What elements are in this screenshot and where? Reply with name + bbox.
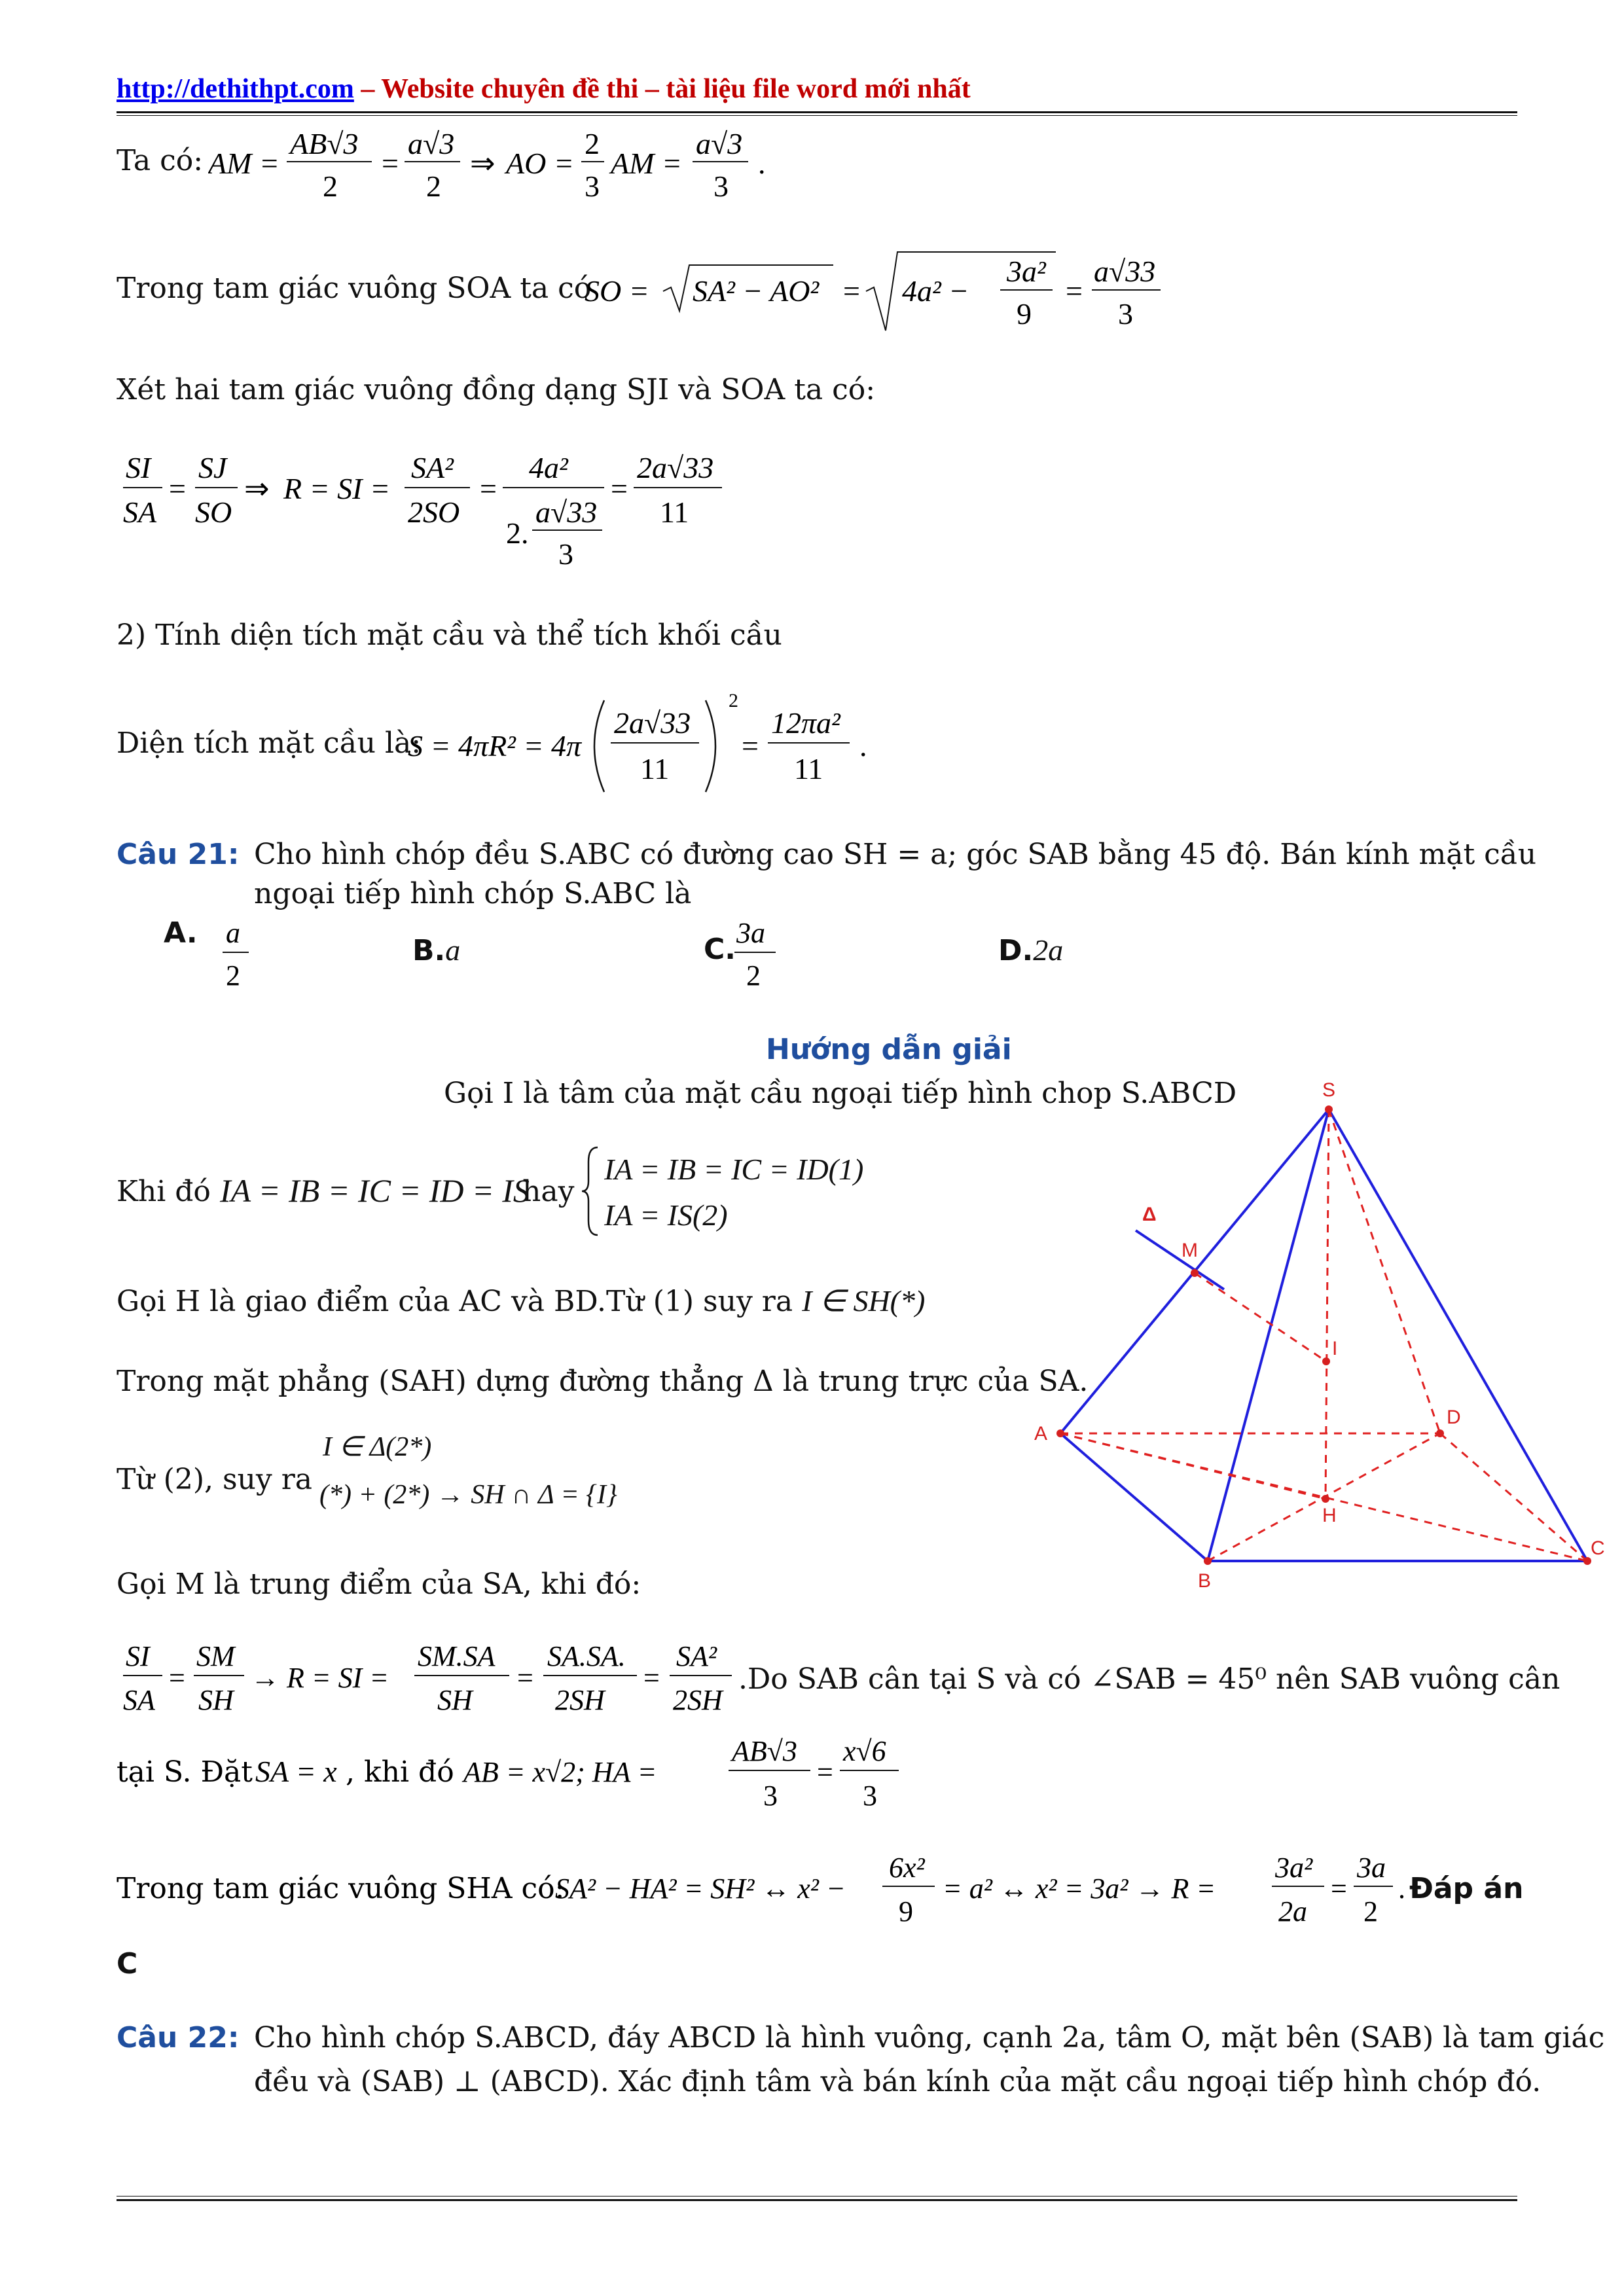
svg-text:2SH: 2SH xyxy=(555,1684,605,1716)
formula-area-svg xyxy=(408,687,1049,798)
edge-sc xyxy=(1329,1109,1587,1561)
option-b-value: a xyxy=(445,933,461,967)
option-a[interactable] xyxy=(164,916,240,992)
question-21-text-line1: Cho hình chóp đều S.ABC có đường cao SH = a; góc SAB bằng 45 độ. Bán kính mặt cầu xyxy=(254,838,1537,871)
svg-text:SA: SA xyxy=(123,1684,155,1716)
line-tai-svg xyxy=(117,1734,902,1820)
brace xyxy=(578,1142,604,1240)
svg-text:SO: SO xyxy=(195,495,232,529)
svg-text:.: . xyxy=(1398,1873,1405,1905)
label-m: M xyxy=(1182,1240,1198,1261)
point-b xyxy=(1204,1557,1212,1565)
header-link[interactable]: http://dethithpt.com xyxy=(117,74,354,104)
svg-text:2SO: 2SO xyxy=(408,495,460,529)
line-h-label: Gọi H là giao điểm của AC và BD.Từ (1) suy ra xyxy=(117,1285,793,1318)
formula-am-svg xyxy=(208,128,928,213)
point-m xyxy=(1191,1269,1199,1277)
svg-text:=: = xyxy=(169,472,186,505)
svg-text:=: = xyxy=(843,274,860,308)
guide-title: Hướng dẫn giải xyxy=(766,1033,1012,1066)
line-delta xyxy=(1136,1230,1224,1289)
svg-text:AO =: AO = xyxy=(506,147,574,180)
svg-text:SA²: SA² xyxy=(411,451,454,484)
line-h-math: I ∈ SH(*) xyxy=(802,1284,926,1318)
svg-text:4a²: 4a² xyxy=(529,451,568,484)
svg-text:.: . xyxy=(758,147,766,180)
svg-text:SA² − AO²: SA² − AO² xyxy=(693,274,820,308)
svg-text:AB√3: AB√3 xyxy=(732,1735,797,1767)
svg-text:3a: 3a xyxy=(736,917,765,949)
label-i: I xyxy=(1332,1338,1338,1359)
formula-r-svg xyxy=(117,445,771,589)
option-a-key: A. xyxy=(164,916,198,950)
svg-text:AM =: AM = xyxy=(611,147,682,180)
svg-text:a√33: a√33 xyxy=(1094,255,1156,288)
svg-text:2: 2 xyxy=(323,170,338,203)
question-22-text-line2: đều và (SAB) ⊥ (ABCD). Xác định tâm và bán kính của mặt cầu ngoại tiếp hình chóp đó. xyxy=(254,2065,1542,2098)
svg-text:11: 11 xyxy=(794,752,823,785)
point-d xyxy=(1436,1429,1444,1437)
ratio-tail: .Do SAB cân tại S và có ∠SAB = 45⁰ nên SAB vuông cân xyxy=(738,1662,1561,1696)
svg-text:2a: 2a xyxy=(1278,1895,1307,1928)
edge-sb xyxy=(1208,1109,1329,1561)
point-a xyxy=(1056,1429,1064,1437)
svg-text:9: 9 xyxy=(899,1895,913,1928)
point-i xyxy=(1322,1357,1330,1365)
pyramid-figure xyxy=(1021,1073,1610,1597)
footer-rule-thin xyxy=(117,2196,1517,2197)
ta-co-label: Ta có: xyxy=(117,144,204,177)
svg-text:9: 9 xyxy=(1017,297,1032,331)
svg-text:S = 4πR² = 4π: S = 4πR² = 4π xyxy=(408,729,582,762)
svg-text:3a²: 3a² xyxy=(1275,1852,1313,1884)
khido-label: Khi đó xyxy=(117,1175,211,1208)
svg-text:3a: 3a xyxy=(1357,1852,1386,1884)
svg-text:3: 3 xyxy=(713,170,729,203)
svg-text:R = SI =: R = SI = xyxy=(283,472,390,505)
svg-text:SA²: SA² xyxy=(676,1640,717,1672)
ratio-svg xyxy=(117,1636,745,1721)
option-c-key: C. xyxy=(704,933,736,966)
svg-text:.: . xyxy=(859,729,867,762)
svg-text:=: = xyxy=(817,1756,833,1788)
svg-text:a: a xyxy=(226,917,240,949)
svg-text:11: 11 xyxy=(640,752,670,785)
svg-text:SA² − HA² = SH² ↔ x² −: SA² − HA² = SH² ↔ x² − xyxy=(555,1873,846,1905)
label-b: B xyxy=(1198,1570,1212,1592)
line-sha-svg xyxy=(117,1846,1524,1937)
svg-text:=: = xyxy=(1331,1873,1347,1905)
svg-text:SH: SH xyxy=(198,1684,234,1716)
svg-text:SA = x: SA = x xyxy=(255,1755,337,1788)
svg-text:2a√33: 2a√33 xyxy=(614,706,691,740)
svg-text:3: 3 xyxy=(1118,297,1133,331)
segment-ah xyxy=(1060,1433,1326,1499)
point-h xyxy=(1322,1495,1329,1503)
footer-rule xyxy=(117,2199,1517,2201)
guide-line-1: Gọi I là tâm của mặt cầu ngoại tiếp hình chop S.ABCD xyxy=(444,1077,1237,1110)
svg-text:AM =: AM = xyxy=(208,147,280,180)
section-2-title: 2) Tính diện tích mặt cầu và thể tích khối cầu xyxy=(117,619,782,652)
svg-text:2: 2 xyxy=(585,128,600,160)
svg-text:=: = xyxy=(643,1662,660,1694)
svg-text:2: 2 xyxy=(426,170,441,203)
system-eq-2: IA = IS(2) xyxy=(604,1198,728,1232)
svg-text:a√3: a√3 xyxy=(408,128,455,160)
svg-text:SH: SH xyxy=(437,1684,473,1716)
option-c-value-svg xyxy=(733,916,792,995)
label-h: H xyxy=(1322,1505,1337,1526)
header-tagline: – Website chuyên đề thi – tài liệu file word mới nhất xyxy=(353,74,971,104)
label-d: D xyxy=(1447,1407,1461,1428)
system-eq-1: IA = IB = IC = ID(1) xyxy=(604,1153,864,1186)
area-label: Diện tích mặt cầu là: xyxy=(117,726,422,760)
svg-text:a√33: a√33 xyxy=(535,495,598,529)
svg-text:SO =: SO = xyxy=(585,274,649,308)
option-d-key: D. xyxy=(998,934,1034,967)
svg-text:=: = xyxy=(169,1662,185,1694)
svg-text:2: 2 xyxy=(729,690,738,711)
svg-text:a√3: a√3 xyxy=(696,128,743,160)
segment-mi xyxy=(1195,1273,1326,1361)
svg-text:→: → xyxy=(251,1662,280,1694)
height-sh xyxy=(1326,1109,1329,1499)
option-b[interactable] xyxy=(412,933,460,967)
edge-sd xyxy=(1329,1109,1440,1433)
svg-text:SI: SI xyxy=(126,1640,150,1672)
answer-label: Đáp án xyxy=(1409,1872,1524,1905)
svg-text:=: = xyxy=(480,472,497,505)
point-s xyxy=(1325,1105,1333,1113)
label-delta: Δ xyxy=(1142,1204,1157,1225)
svg-text:=: = xyxy=(517,1662,533,1694)
line-m: Gọi M là trung điểm của SA, khi đó: xyxy=(117,1568,641,1601)
svg-text:= a² ↔ x² = 3a² → R =: = a² ↔ x² = 3a² → R = xyxy=(943,1873,1216,1905)
tu2-line-2: (*) + (2*) → SH ∩ Δ = {I} xyxy=(319,1480,617,1510)
svg-text:x√6: x√6 xyxy=(843,1735,886,1767)
svg-text:3: 3 xyxy=(585,170,600,203)
formula-so-svg xyxy=(585,245,1239,337)
question-22-text-line1: Cho hình chóp S.ABCD, đáy ABCD là hình vuông, cạnh 2a, tâm O, mặt bên (SAB) là tam giác xyxy=(254,2021,1605,2054)
svg-text:SI: SI xyxy=(126,451,151,484)
svg-text:SM: SM xyxy=(196,1640,235,1672)
similar-triangles-text: Xét hai tam giác vuông đồng dạng SJI và SOA ta có: xyxy=(117,373,876,406)
svg-text:SJ: SJ xyxy=(198,451,227,484)
khido-math: IA = IB = IC = ID = IS xyxy=(220,1172,530,1209)
label-s: S xyxy=(1322,1079,1336,1101)
tu2-line-1: I ∈ Δ(2*) xyxy=(323,1432,432,1462)
svg-text:⇒: ⇒ xyxy=(244,472,270,505)
question-21-text-line2: ngoại tiếp hình chóp S.ABC là xyxy=(254,877,692,910)
answer-key: C xyxy=(117,1947,138,1981)
svg-text:2.: 2. xyxy=(506,516,529,550)
svg-text:3: 3 xyxy=(763,1780,778,1812)
svg-text:6x²: 6x² xyxy=(889,1852,925,1884)
label-c: C xyxy=(1591,1537,1605,1559)
question-22-label: Câu 22: xyxy=(117,2021,240,2054)
edge-dc xyxy=(1440,1433,1587,1561)
svg-text:⇒: ⇒ xyxy=(470,147,496,180)
svg-text:12πa²: 12πa² xyxy=(771,706,840,740)
svg-text:, khi đó: , khi đó xyxy=(346,1755,454,1789)
line-plane: Trong mặt phẳng (SAH) dựng đường thẳng Δ là trung trực của SA. xyxy=(117,1365,1089,1398)
svg-text:3: 3 xyxy=(558,537,573,571)
svg-text:SA: SA xyxy=(123,495,157,529)
so-label: Trong tam giác vuông SOA ta có xyxy=(117,272,592,305)
svg-text:11: 11 xyxy=(660,495,689,529)
svg-text:4a² −: 4a² − xyxy=(902,274,969,308)
svg-text:2: 2 xyxy=(226,960,240,992)
line-h-text xyxy=(117,1283,925,1318)
header-rule-thin xyxy=(117,115,1517,116)
svg-text:AB = x√2; HA =: AB = x√2; HA = xyxy=(463,1756,657,1788)
tu2-label: Từ (2), suy ra xyxy=(117,1463,312,1496)
svg-text:=: = xyxy=(382,147,399,180)
svg-text:AB√3: AB√3 xyxy=(290,128,359,160)
svg-text:=: = xyxy=(742,729,759,762)
svg-text:3a²: 3a² xyxy=(1007,255,1046,288)
option-b-key: B. xyxy=(412,934,446,967)
svg-text:2: 2 xyxy=(746,960,761,992)
label-a: A xyxy=(1034,1423,1048,1444)
option-a-value-svg xyxy=(219,916,259,995)
svg-text:Trong tam giác vuông SHA có:: Trong tam giác vuông SHA có: xyxy=(117,1872,565,1905)
svg-text:2a√33: 2a√33 xyxy=(637,451,714,484)
header-rule xyxy=(117,111,1517,113)
svg-text:SM.SA: SM.SA xyxy=(418,1640,496,1672)
option-d-value: 2a xyxy=(1033,933,1064,967)
svg-text:tại S. Đặt: tại S. Đặt xyxy=(117,1755,253,1789)
page-header xyxy=(117,73,971,105)
hay-label: hay xyxy=(522,1175,575,1208)
svg-text:R = SI =: R = SI = xyxy=(287,1662,389,1694)
svg-text:3: 3 xyxy=(863,1780,877,1812)
svg-text:=: = xyxy=(611,472,628,505)
option-d[interactable] xyxy=(998,933,1063,967)
svg-text:=: = xyxy=(1066,274,1083,308)
svg-text:SA.SA.: SA.SA. xyxy=(547,1640,626,1672)
svg-text:2SH: 2SH xyxy=(673,1684,723,1716)
svg-text:2: 2 xyxy=(1363,1895,1378,1928)
question-21-label: Câu 21: xyxy=(117,838,240,871)
